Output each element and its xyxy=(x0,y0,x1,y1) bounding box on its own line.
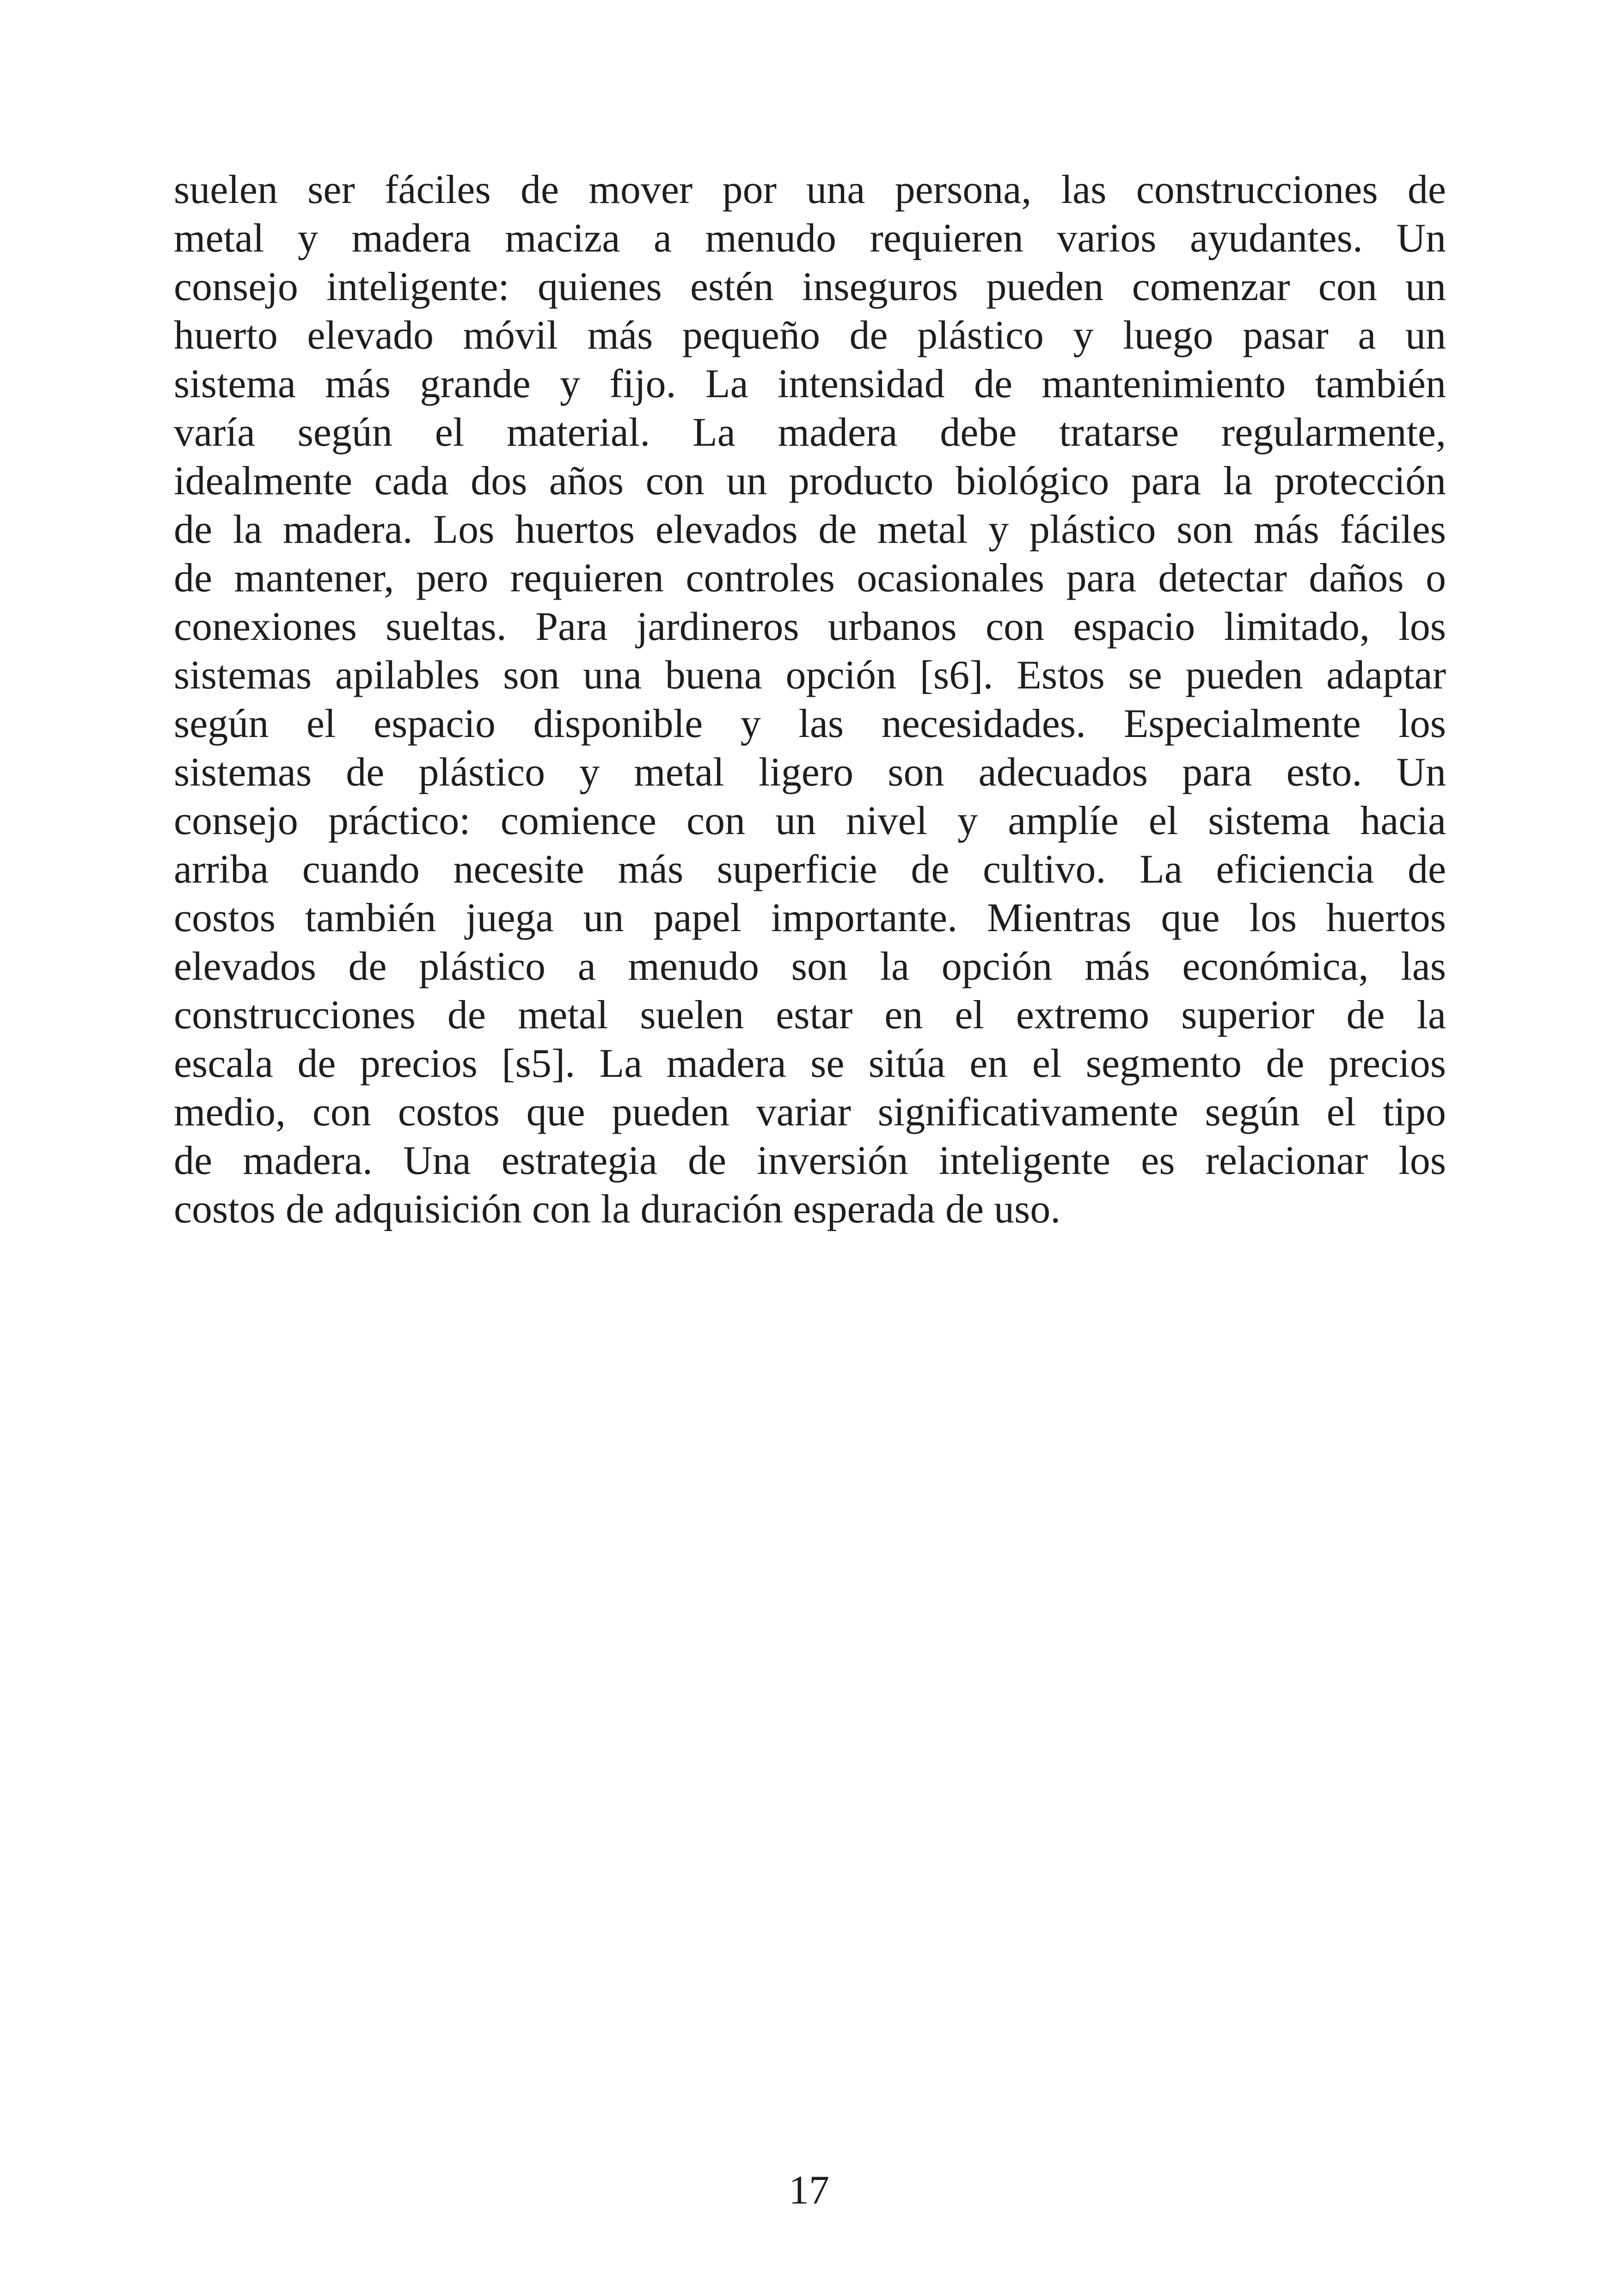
text-line-13: sistemas de plástico y metal ligero son adecuados para esto. Un xyxy=(174,750,1446,795)
text-line-11: sistemas apilables son una buena opción [s6]. Estos se pueden adaptar xyxy=(174,653,1446,698)
text-line-17: elevados de plástico a menudo son la opción más económica, las xyxy=(174,944,1446,989)
text-line-4: huerto elevado móvil más pequeño de plástico y luego pasar a un xyxy=(174,313,1446,358)
text-line-14: consejo práctico: comience con un nivel y amplíe el sistema hacia xyxy=(174,798,1446,843)
text-line-15: arriba cuando necesite más superficie de cultivo. La eficiencia de xyxy=(174,847,1446,892)
text-line-3: consejo inteligente: quienes estén inseguros pueden comenzar con un xyxy=(174,264,1446,309)
text-line-19: escala de precios [s5]. La madera se sitúa en el segmento de precios xyxy=(174,1041,1446,1086)
text-line-21: de madera. Una estrategia de inversión inteligente es relacionar los xyxy=(174,1138,1446,1183)
text-line-12: según el espacio disponible y las necesidades. Especialmente los xyxy=(174,701,1446,746)
text-line-8: de la madera. Los huertos elevados de metal y plástico son más fáciles xyxy=(174,507,1446,552)
text-line-6: varía según el material. La madera debe tratarse regularmente, xyxy=(174,410,1446,455)
body-text xyxy=(174,166,1446,1234)
text-line-9: de mantener, pero requieren controles ocasionales para detectar daños o xyxy=(174,556,1446,601)
text-line-16: costos también juega un papel importante. Mientras que los huertos xyxy=(174,896,1446,940)
text-line-10: conexiones sueltas. Para jardineros urbanos con espacio limitado, los xyxy=(174,604,1446,649)
text-line-20: medio, con costos que pueden variar significativamente según el tipo xyxy=(174,1090,1446,1135)
text-line-7: idealmente cada dos años con un producto biológico para la protección xyxy=(174,459,1446,503)
text-line-5: sistema más grande y fijo. La intensidad de mantenimiento también xyxy=(174,362,1446,406)
page-number: 17 xyxy=(789,2168,829,2213)
text-line-18: construcciones de metal suelen estar en el extremo superior de la xyxy=(174,993,1446,1037)
text-line-22: costos de adquisición con la duración esperada de uso. xyxy=(174,1187,1061,1232)
text-line-1: suelen ser fáciles de mover por una persona, las construcciones de xyxy=(174,167,1446,212)
text-line-2: metal y madera maciza a menudo requieren varios ayudantes. Un xyxy=(174,216,1446,261)
